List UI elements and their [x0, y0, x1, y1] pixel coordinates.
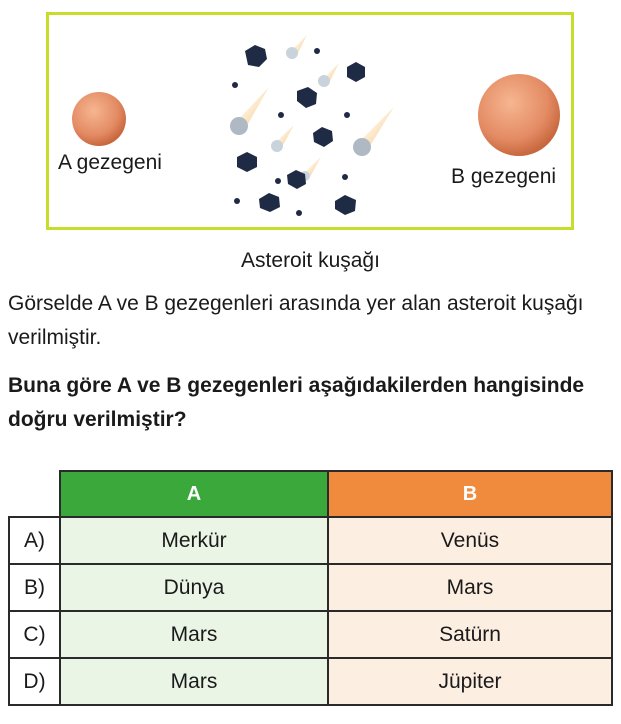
option-label[interactable]: D) [9, 658, 60, 705]
table-row[interactable] [9, 564, 612, 611]
asteroid-belt-illustration [49, 15, 571, 227]
answer-table [8, 470, 613, 706]
option-label[interactable]: B) [9, 564, 60, 611]
planet-a-cell: Mars [60, 611, 328, 658]
planet-a-icon [72, 92, 126, 146]
planet-a-cell: Dünya [60, 564, 328, 611]
planet-b-cell: Jüpiter [328, 658, 612, 705]
question-context: Görselde A ve B gezegenleri arasında yer alan asteroit kuşağı verilmiştir. [8, 292, 584, 349]
column-header-a: A [60, 471, 328, 517]
asteroid-icons [232, 45, 365, 216]
planet-b-icon [478, 74, 560, 156]
table-header-row [9, 471, 612, 517]
planet-a-cell: Merkür [60, 517, 328, 564]
option-label[interactable]: A) [9, 517, 60, 564]
question-text: Buna göre A ve B gezegenleri aşağıdakilerden hangisinde doğru verilmiştir? [8, 374, 585, 431]
table-row[interactable] [9, 611, 612, 658]
table-row[interactable] [9, 517, 612, 564]
planet-a-label: A gezegeni [58, 151, 162, 174]
planet-a-cell: Mars [60, 658, 328, 705]
table-row[interactable] [9, 658, 612, 705]
planet-b-cell: Venüs [328, 517, 612, 564]
figure-caption: Asteroit kuşağı [241, 249, 380, 272]
planet-b-label: B gezegeni [451, 165, 557, 188]
column-header-b: B [328, 471, 612, 517]
table-corner [9, 471, 60, 517]
asteroid-belt-figure [46, 12, 574, 230]
planet-b-cell: Mars [328, 564, 612, 611]
option-label[interactable]: C) [9, 611, 60, 658]
planet-b-cell: Satürn [328, 611, 612, 658]
